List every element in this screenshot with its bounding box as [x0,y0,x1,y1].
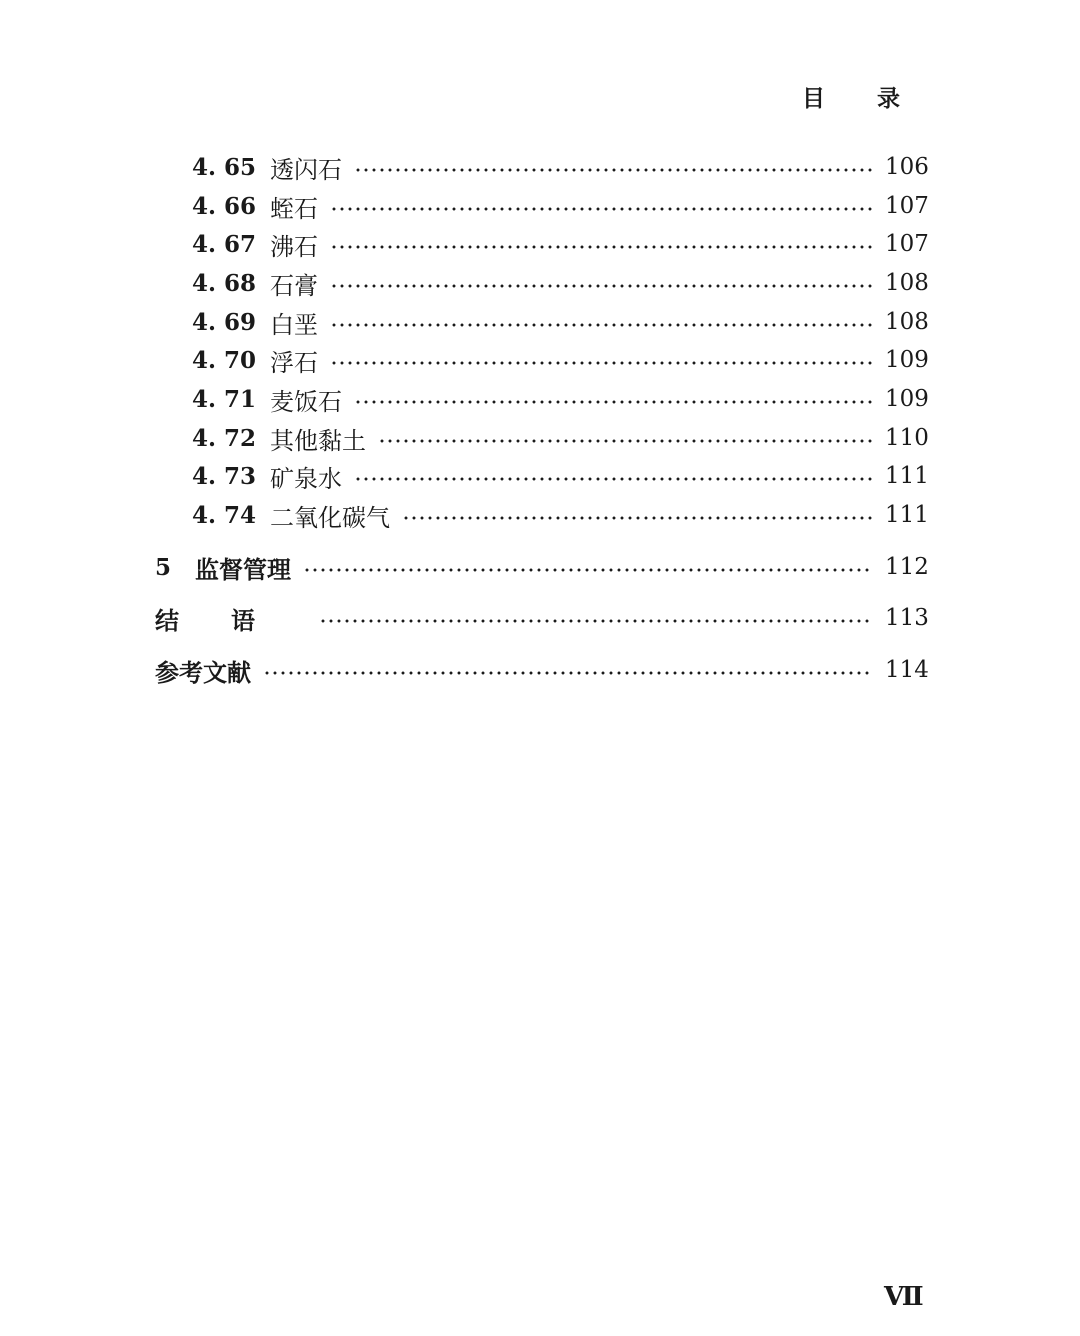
toc-entry[interactable] [192,228,929,261]
chapter-title: 监督管理 [195,555,291,584]
entry-title: 麦饭石 [270,387,342,416]
entry-number: 4. 69 [192,308,257,336]
dot-leader [402,516,873,520]
entry-title: 其他黏土 [270,426,366,455]
entry-number: 4. 65 [192,153,257,181]
toc-entry[interactable] [192,460,929,493]
entry-page: 108 [885,270,929,296]
entry-number: 4. 74 [192,501,257,529]
toc-entry[interactable] [192,190,929,223]
dot-leader [354,168,873,172]
entry-page: 110 [885,425,929,451]
toc-entry[interactable] [192,151,929,184]
entry-title: 蛭石 [270,194,318,223]
toc-chapter-entry[interactable] [155,602,929,635]
entry-number: 4. 68 [192,269,257,297]
entry-title: 白垩 [270,310,318,339]
entry-number: 4. 66 [192,192,257,220]
entry-title: 沸石 [270,232,318,261]
header-title: 目录 [802,86,952,112]
toc-entry[interactable] [192,383,929,416]
toc-chapter-entry[interactable] [155,551,929,584]
entry-title: 浮石 [270,348,318,377]
chapter-page: 114 [885,657,929,683]
entry-title: 二氧化碳气 [270,503,390,532]
toc-entry[interactable] [192,267,929,300]
chapter-page: 112 [885,554,929,580]
dot-leader [330,207,873,211]
chapter-title: 参考文献 [155,658,251,687]
page-number: Ⅶ [884,1282,922,1312]
dot-leader [319,619,873,623]
dot-leader [354,400,873,404]
dot-leader [330,245,873,249]
running-header [796,84,952,114]
chapter-number: 5 [155,553,172,581]
entry-title: 矿泉水 [270,464,342,493]
entry-page: 109 [885,347,929,373]
entry-number: 4. 71 [192,385,257,413]
dot-leader [263,671,873,675]
entry-number: 4. 72 [192,424,257,452]
entry-page: 107 [885,231,929,257]
entry-title: 石膏 [270,271,318,300]
entry-number: 4. 70 [192,346,257,374]
dot-leader [378,439,873,443]
dot-leader [330,361,873,365]
toc-entry[interactable] [192,422,929,455]
entry-page: 107 [885,193,929,219]
entry-page: 111 [885,502,929,528]
chapter-page: 113 [885,605,929,631]
toc-chapter-entry[interactable] [155,654,929,687]
toc-entry[interactable] [192,499,929,532]
dot-leader [330,284,873,288]
dot-leader [303,568,873,572]
entry-number: 4. 73 [192,462,257,490]
entry-page: 109 [885,386,929,412]
dot-leader [330,323,873,327]
entry-page: 108 [885,309,929,335]
toc-entry[interactable] [192,344,929,377]
entry-number: 4. 67 [192,230,257,258]
toc-entry[interactable] [192,306,929,339]
dot-leader [354,477,873,481]
entry-page: 111 [885,463,929,489]
entry-title: 透闪石 [270,155,342,184]
chapter-title: 结语 [155,606,307,635]
entry-page: 106 [885,154,929,180]
